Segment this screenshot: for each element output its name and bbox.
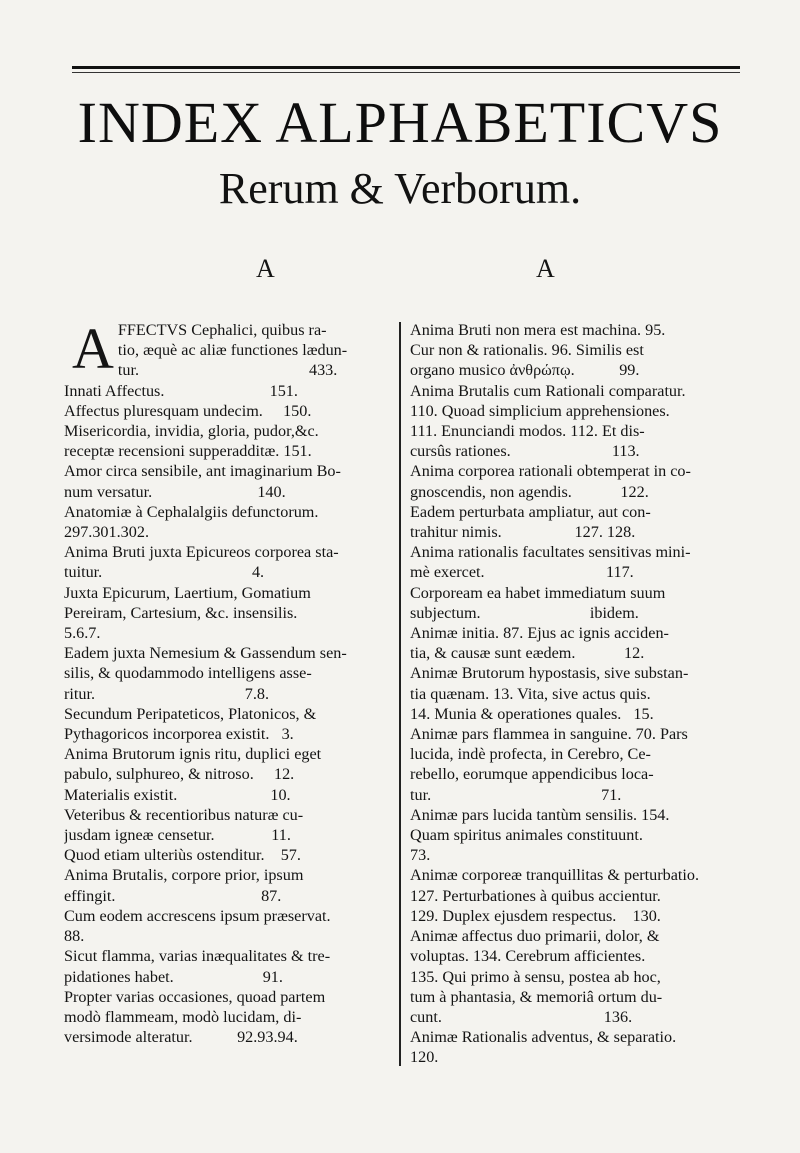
index-entry-line: Anima Brutorum ignis ritu, duplici eget	[64, 745, 322, 764]
index-entry-line: 127. Perturbationes à quibus accientur.	[410, 886, 661, 905]
page-subtitle: Rerum & Verborum.	[218, 164, 582, 213]
index-entry-line: voluptas. 134. Cerebrum afficientes.	[410, 947, 646, 966]
index-entry-line: rebello, eorumque appendicibus loca-	[410, 765, 654, 784]
index-entry-line: tur. 71.	[410, 785, 622, 804]
index-entry-line: gnoscendis, non agendis. 122.	[410, 482, 649, 501]
index-entry-line: trahitur nimis. 127. 128.	[410, 523, 636, 542]
index-entry-line: num versatur. 140.	[64, 482, 286, 501]
top-rule-thin	[72, 72, 740, 73]
index-entry-line: Pereiram, Cartesium, &c. insensilis.	[64, 603, 298, 622]
index-entry-line: 110. Quoad simplicium apprehensiones.	[410, 401, 670, 420]
index-entry-line: cursûs rationes. 113.	[410, 442, 640, 461]
index-entry-line: 111. Enunciandi modos. 112. Et dis-	[410, 422, 645, 441]
index-entry-line: Pythagoricos incorporea existit. 3.	[64, 725, 294, 744]
index-column-left	[64, 316, 390, 1047]
index-entry-line: tio, æquè ac aliæ functiones lædun-	[117, 341, 348, 360]
index-column-right	[410, 320, 740, 1068]
index-entry-line: Anima Brutalis cum Rationali comparatur.	[410, 381, 686, 400]
index-entry-line: tuitur. 4.	[64, 563, 265, 582]
index-entry-line: 5.6.7.	[64, 624, 101, 643]
index-entry-line: Amor circa sensibile, ant imaginarium Bo-	[64, 462, 341, 481]
index-entry-line: 297.301.302.	[64, 523, 149, 542]
index-entry-line: cunt. 136.	[410, 1007, 633, 1026]
page-title: INDEX ALPHABETICVS	[77, 90, 723, 155]
index-entry-line: receptæ recensioni supperadditæ. 151.	[64, 442, 312, 461]
index-entry-line: 120.	[410, 1048, 439, 1067]
index-entry-line: Anatomiæ à Cephalalgiis defunctorum.	[64, 502, 319, 521]
index-entry-line: tia, & causæ sunt eædem. 12.	[410, 644, 645, 663]
index-entry-line: Juxta Epicurum, Laertium, Gomatium	[64, 583, 311, 602]
index-entry-line: Animæ pars lucida tantùm sensilis. 154.	[410, 805, 670, 824]
index-entry-line: Misericordia, invidia, gloria, pudor,&c.	[64, 422, 319, 441]
index-entry-line: versimode alteratur. 92.93.94.	[64, 1028, 298, 1047]
index-entry-line: Animæ corporeæ tranquillitas & perturbatio.	[410, 866, 700, 885]
index-entry-line: Sicut flamma, varias inæqualitates & tre-	[64, 947, 331, 966]
drop-cap: A	[72, 316, 114, 381]
index-entry-line: Anima Bruti non mera est machina. 95.	[410, 321, 666, 339]
index-entry-line: 14. Munia & operationes quales. 15.	[410, 704, 654, 723]
index-entry-line: pidationes habet. 91.	[64, 967, 283, 986]
index-entry-line: jusdam igneæ censetur. 11.	[64, 826, 291, 845]
index-entry-line: FFECTVS Cephalici, quibus ra-	[117, 321, 327, 339]
index-entry-line: ritur. 7.8.	[64, 684, 270, 703]
index-entry-line: Eadem juxta Nemesium & Gassendum sen-	[64, 644, 347, 663]
index-entry-line: Animæ pars flammea in sanguine. 70. Pars	[410, 725, 688, 744]
top-rule	[72, 66, 740, 69]
index-entry-line: Materialis existit. 10.	[64, 785, 291, 804]
index-entry-line: Affectus pluresquam undecim. 150.	[64, 401, 312, 420]
index-entry-line: Cur non & rationalis. 96. Similis est	[410, 341, 644, 360]
index-entry-line: lucida, indè profecta, in Cerebro, Ce-	[410, 745, 651, 764]
index-entry-line: Secundum Peripateticos, Platonicos, &	[64, 704, 317, 723]
index-entry-line: tur. 433.	[117, 361, 338, 380]
index-entry-line: subjectum. ibidem.	[410, 603, 639, 622]
index-entry-line: Anima Bruti juxta Epicureos corporea sta-	[64, 543, 339, 562]
index-entry-line: Corpoream ea habet immediatum suum	[410, 583, 666, 602]
index-entry-line: Anima rationalis facultates sensitivas mini-	[410, 543, 691, 562]
index-entry-line: 73.	[410, 846, 431, 865]
index-entry-line: Innati Affectus. 151.	[64, 381, 298, 400]
index-entry-line: Propter varias occasiones, quoad partem	[64, 987, 326, 1006]
index-entry-line: modò flammeam, modò lucidam, di-	[64, 1007, 302, 1026]
index-entry-line: Animæ affectus duo primarii, dolor, &	[410, 927, 660, 946]
index-entry-line: 135. Qui primo à sensu, postea ab hoc,	[410, 967, 661, 986]
index-entry-line: silis, & quodammodo intelligens asse-	[64, 664, 312, 683]
index-entry-line: Cum eodem accrescens ipsum præservat.	[64, 906, 331, 925]
index-entry-line: organo musico ἀνθρώπῳ. 99.	[410, 361, 640, 380]
section-letter-right: A	[536, 254, 555, 283]
index-entry-line: pabulo, sulphureo, & nitroso. 12.	[64, 765, 295, 784]
index-entry-line: effingit. 87.	[64, 886, 282, 905]
index-entry-line: Quod etiam ulteriùs ostenditur. 57.	[64, 846, 301, 865]
index-entry-line: Quam spiritus animales constituunt.	[410, 826, 643, 845]
section-letter-left: A	[256, 254, 275, 283]
index-entry-line: mè exercet. 117.	[410, 563, 634, 582]
index-entry-line: 88.	[64, 927, 85, 946]
index-entry-line: Eadem perturbata ampliatur, aut con-	[410, 502, 651, 521]
index-entry-line: tia quænam. 13. Vita, sive actus quis.	[410, 684, 651, 703]
index-entry-line: tum à phantasia, & memoriâ ortum du-	[410, 987, 663, 1006]
index-entry-line: 129. Duplex ejusdem respectus. 130.	[410, 906, 661, 925]
index-entry-line: Animæ initia. 87. Ejus ac ignis acciden-	[410, 624, 669, 643]
column-divider	[399, 322, 401, 1066]
index-entry-line: Animæ Brutorum hypostasis, sive substan-	[410, 664, 689, 683]
index-entry-line: Anima corporea rationali obtemperat in co-	[410, 462, 691, 481]
index-entry-line: Animæ Rationalis adventus, & separatio.	[410, 1028, 677, 1047]
index-entry-line: Veteribus & recentioribus naturæ cu-	[64, 805, 304, 824]
index-entry-line: Anima Brutalis, corpore prior, ipsum	[64, 866, 304, 885]
